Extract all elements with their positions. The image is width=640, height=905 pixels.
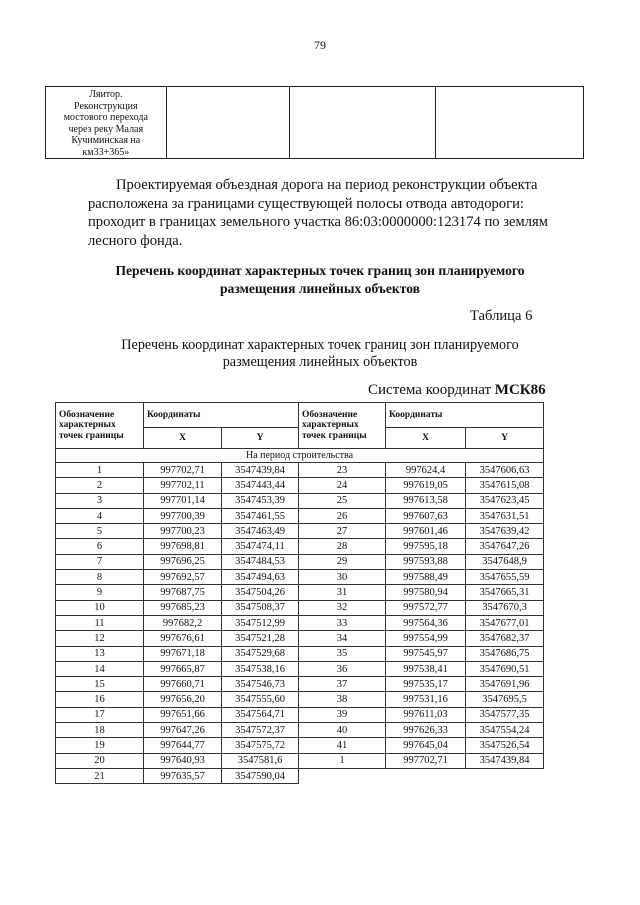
coordinates-table: [55, 402, 544, 784]
right-point-id: 31: [299, 585, 386, 600]
table-row: [56, 508, 544, 523]
coordinate-system-label: Система координат МСК86: [368, 382, 546, 398]
table-title: Перечень координат характерных точек границ зон планируемого размещения линейных объектов: [121, 337, 519, 370]
left-point-id: 4: [56, 508, 144, 523]
right-point-id: 23: [299, 463, 386, 478]
right-point-id: 30: [299, 570, 386, 585]
object-name-text: Ляитор. Реконструкция мостового перехода через реку Малая Кучиминская на км33+365»: [63, 89, 148, 158]
right-y-coordinate: 3547686,75: [466, 646, 544, 661]
paragraph-line: Проектируемая объездная дорога на период реконструкции объекта: [116, 177, 538, 193]
object-name-cell: [46, 87, 167, 159]
right-x-coordinate: 997593,88: [386, 554, 466, 569]
left-x-coordinate: 997698,81: [144, 539, 222, 554]
left-point-id: 2: [56, 478, 144, 493]
left-x-coordinate: 997676,61: [144, 631, 222, 646]
left-y-coordinate: 3547564,71: [222, 707, 299, 722]
right-y-coordinate: 3547639,42: [466, 524, 544, 539]
right-y-coordinate: 3547554,24: [466, 723, 544, 738]
coordinates-table-body: [56, 449, 544, 784]
right-point-id: 36: [299, 661, 386, 676]
empty-cell: [289, 87, 435, 159]
right-point-id: 1: [299, 753, 386, 768]
left-y-coordinate: 3547461,55: [222, 508, 299, 523]
table-row: [56, 600, 544, 615]
right-point-id: 24: [299, 478, 386, 493]
left-point-id: 9: [56, 585, 144, 600]
left-point-id: 5: [56, 524, 144, 539]
table-row: [56, 661, 544, 676]
left-x-coordinate: 997685,23: [144, 600, 222, 615]
left-x-coordinate: 997656,20: [144, 692, 222, 707]
empty-cell: [466, 768, 544, 783]
right-point-id: 37: [299, 677, 386, 692]
left-y-coordinate: 3547484,53: [222, 554, 299, 569]
table-row: [56, 585, 544, 600]
left-y-coordinate: 3547494,63: [222, 570, 299, 585]
left-x-coordinate: 997687,75: [144, 585, 222, 600]
right-x-coordinate: 997588,49: [386, 570, 466, 585]
right-point-id: 38: [299, 692, 386, 707]
left-x-coordinate: 997660,71: [144, 677, 222, 692]
right-x-coordinate: 997545,97: [386, 646, 466, 661]
left-y-coordinate: 3547590,04: [222, 768, 299, 783]
table-row: [56, 738, 544, 753]
header-coords-right: Координаты: [386, 403, 544, 428]
right-x-coordinate: 997531,16: [386, 692, 466, 707]
left-point-id: 20: [56, 753, 144, 768]
right-point-id: 41: [299, 738, 386, 753]
left-x-coordinate: 997701,14: [144, 493, 222, 508]
right-point-id: 26: [299, 508, 386, 523]
paragraph-line: расположена за границами существующей полосы отвода автодороги:: [88, 195, 524, 212]
period-label: На период строительства: [56, 449, 544, 463]
right-x-coordinate: 997538,41: [386, 661, 466, 676]
left-x-coordinate: 997700,39: [144, 508, 222, 523]
right-y-coordinate: 3547682,37: [466, 631, 544, 646]
left-y-coordinate: 3547555,60: [222, 692, 299, 707]
left-point-id: 1: [56, 463, 144, 478]
right-x-coordinate: 997595,18: [386, 539, 466, 554]
right-point-id: 34: [299, 631, 386, 646]
left-y-coordinate: 3547546,73: [222, 677, 299, 692]
right-point-id: 25: [299, 493, 386, 508]
left-point-id: 15: [56, 677, 144, 692]
left-y-coordinate: 3547474,11: [222, 539, 299, 554]
table-row: [56, 646, 544, 661]
left-x-coordinate: 997647,26: [144, 723, 222, 738]
right-point-id: 35: [299, 646, 386, 661]
left-y-coordinate: 3547521,28: [222, 631, 299, 646]
left-point-id: 19: [56, 738, 144, 753]
left-y-coordinate: 3547443,44: [222, 478, 299, 493]
left-y-coordinate: 3547463,49: [222, 524, 299, 539]
right-y-coordinate: 3547623,45: [466, 493, 544, 508]
right-y-coordinate: 3547631,51: [466, 508, 544, 523]
right-y-coordinate: 3547606,63: [466, 463, 544, 478]
empty-cell: [386, 768, 466, 783]
right-y-coordinate: 3547670,3: [466, 600, 544, 615]
header-y-left: Y: [222, 428, 299, 449]
left-x-coordinate: 997692,57: [144, 570, 222, 585]
left-x-coordinate: 997682,2: [144, 615, 222, 630]
left-x-coordinate: 997671,18: [144, 646, 222, 661]
right-x-coordinate: 997626,33: [386, 723, 466, 738]
right-point-id: 28: [299, 539, 386, 554]
table-row: [56, 478, 544, 493]
table-label: Таблица 6: [470, 308, 533, 324]
right-point-id: 40: [299, 723, 386, 738]
empty-cell: [166, 87, 289, 159]
right-x-coordinate: 997564,36: [386, 615, 466, 630]
page-number: 79: [314, 38, 326, 52]
left-y-coordinate: 3547453,39: [222, 493, 299, 508]
coordinate-system-name: МСК86: [494, 382, 546, 398]
header-coords-left: Координаты: [144, 403, 299, 428]
right-x-coordinate: 997535,17: [386, 677, 466, 692]
right-y-coordinate: 3547615,08: [466, 478, 544, 493]
left-y-coordinate: 3547538,16: [222, 661, 299, 676]
right-y-coordinate: 3547577,35: [466, 707, 544, 722]
header-x-right: X: [386, 428, 466, 449]
table-row: [56, 631, 544, 646]
right-point-id: 39: [299, 707, 386, 722]
right-y-coordinate: 3547647,26: [466, 539, 544, 554]
right-y-coordinate: 3547677,01: [466, 615, 544, 630]
left-x-coordinate: 997702,11: [144, 478, 222, 493]
table-row: [56, 692, 544, 707]
left-y-coordinate: 3547439,84: [222, 463, 299, 478]
header-y-right: Y: [466, 428, 544, 449]
left-x-coordinate: 997644,77: [144, 738, 222, 753]
left-point-id: 18: [56, 723, 144, 738]
left-y-coordinate: 3547512,99: [222, 615, 299, 630]
paragraph-line: проходит в границах земельного участка 86:03:0000000:123174 по землям: [88, 214, 548, 231]
table-row: [56, 570, 544, 585]
right-y-coordinate: 3547665,31: [466, 585, 544, 600]
right-x-coordinate: 997580,94: [386, 585, 466, 600]
right-y-coordinate: 3547691,96: [466, 677, 544, 692]
section-heading: Перечень координат характерных точек границ зон планируемого размещения линейных объектов: [115, 263, 525, 296]
right-point-id: 33: [299, 615, 386, 630]
left-point-id: 8: [56, 570, 144, 585]
left-y-coordinate: 3547575,72: [222, 738, 299, 753]
table-row: [56, 493, 544, 508]
left-x-coordinate: 997696,25: [144, 554, 222, 569]
left-point-id: 17: [56, 707, 144, 722]
right-x-coordinate: 997645,04: [386, 738, 466, 753]
table-row: [56, 539, 544, 554]
left-point-id: 13: [56, 646, 144, 661]
left-x-coordinate: 997635,57: [144, 768, 222, 783]
right-y-coordinate: 3547439,84: [466, 753, 544, 768]
left-x-coordinate: 997702,71: [144, 463, 222, 478]
right-y-coordinate: 3547655,59: [466, 570, 544, 585]
left-point-id: 3: [56, 493, 144, 508]
right-y-coordinate: 3547648,9: [466, 554, 544, 569]
right-x-coordinate: 997624,4: [386, 463, 466, 478]
left-point-id: 12: [56, 631, 144, 646]
left-point-id: 6: [56, 539, 144, 554]
table-row: [56, 707, 544, 722]
table-row: [56, 753, 544, 768]
left-point-id: 7: [56, 554, 144, 569]
right-x-coordinate: 997601,46: [386, 524, 466, 539]
right-point-id: 29: [299, 554, 386, 569]
left-y-coordinate: 3547504,26: [222, 585, 299, 600]
table-row: [56, 524, 544, 539]
right-point-id: 27: [299, 524, 386, 539]
left-x-coordinate: 997651,66: [144, 707, 222, 722]
table-row: [56, 463, 544, 478]
left-point-id: 21: [56, 768, 144, 783]
table-row: [56, 554, 544, 569]
right-x-coordinate: 997572,77: [386, 600, 466, 615]
empty-cell: [435, 87, 583, 159]
right-y-coordinate: 3547690,51: [466, 661, 544, 676]
table-row: [56, 615, 544, 630]
left-point-id: 14: [56, 661, 144, 676]
right-y-coordinate: 3547526,54: [466, 738, 544, 753]
header-point-left: Обозначение характерных точек границы: [56, 403, 144, 449]
empty-cell: [299, 768, 386, 783]
left-x-coordinate: 997665,87: [144, 661, 222, 676]
right-point-id: 32: [299, 600, 386, 615]
left-y-coordinate: 3547529,68: [222, 646, 299, 661]
left-point-id: 16: [56, 692, 144, 707]
right-x-coordinate: 997702,71: [386, 753, 466, 768]
left-y-coordinate: 3547508,37: [222, 600, 299, 615]
right-x-coordinate: 997607,63: [386, 508, 466, 523]
body-paragraph: [88, 176, 558, 250]
paragraph-line: лесного фонда.: [88, 232, 183, 249]
left-y-coordinate: 3547581,6: [222, 753, 299, 768]
right-x-coordinate: 997613,58: [386, 493, 466, 508]
top-fragment-table: [45, 86, 584, 159]
table-row: [56, 677, 544, 692]
right-x-coordinate: 997554,99: [386, 631, 466, 646]
right-x-coordinate: 997611,03: [386, 707, 466, 722]
header-x-left: X: [144, 428, 222, 449]
header-point-right: Обозначение характерных точек границы: [299, 403, 386, 449]
right-y-coordinate: 3547695,5: [466, 692, 544, 707]
table-row: [56, 723, 544, 738]
left-x-coordinate: 997700,23: [144, 524, 222, 539]
left-x-coordinate: 997640,93: [144, 753, 222, 768]
left-y-coordinate: 3547572,37: [222, 723, 299, 738]
table-row: [56, 768, 544, 783]
left-point-id: 11: [56, 615, 144, 630]
right-x-coordinate: 997619,05: [386, 478, 466, 493]
left-point-id: 10: [56, 600, 144, 615]
